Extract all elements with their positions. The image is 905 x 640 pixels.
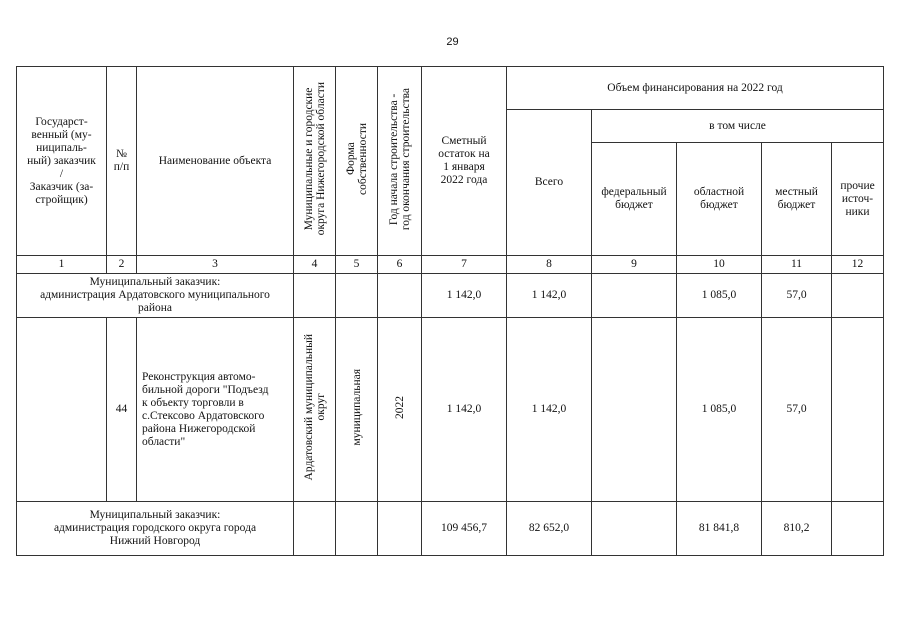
header-ownership-text: Форма собственности	[344, 123, 369, 195]
header-years	[378, 67, 422, 256]
total-cell: 1 142,0	[507, 274, 592, 318]
estimate-cell: 1 142,0	[422, 318, 507, 502]
ownership-text: муниципальная	[350, 369, 363, 446]
empty-cell	[378, 274, 422, 318]
header-including: в том числе	[592, 110, 884, 143]
customer-label: Муниципальный заказчик: администрация городского округа города Нижний Новгород	[17, 502, 294, 556]
estimate-cell: 109 456,7	[422, 502, 507, 556]
col-number: 4	[294, 256, 336, 274]
header-object-name: Наименование объекта	[137, 67, 294, 256]
header-ownership	[336, 67, 378, 256]
year-text: 2022	[393, 396, 406, 419]
year-cell	[378, 318, 422, 502]
header-other: прочие источ- ники	[832, 143, 884, 256]
header-estimate: Сметный остаток на 1 января 2022 года	[422, 67, 507, 256]
col-number: 11	[762, 256, 832, 274]
object-name: Реконструкция автомо- бильной дороги "Подъезд к объекту торговли в с.Стексово Ардатовского района Нижегородской области"	[137, 318, 294, 502]
local-cell: 57,0	[762, 318, 832, 502]
col-number: 9	[592, 256, 677, 274]
empty-cell	[336, 274, 378, 318]
empty-cell	[17, 318, 107, 502]
local-cell: 810,2	[762, 502, 832, 556]
regional-cell: 1 085,0	[677, 274, 762, 318]
federal-cell	[592, 318, 677, 502]
header-years-text: Год начала строительства - год окончания строительства	[387, 87, 412, 231]
item-number: 44	[107, 318, 137, 502]
col-number: 5	[336, 256, 378, 274]
regional-cell: 81 841,8	[677, 502, 762, 556]
federal-cell	[592, 274, 677, 318]
col-number: 7	[422, 256, 507, 274]
header-num: № п/п	[107, 67, 137, 256]
municipality-cell	[294, 318, 336, 502]
empty-cell	[378, 502, 422, 556]
local-cell: 57,0	[762, 274, 832, 318]
header-municipality-text: Муниципальные и городские округа Нижегородской области	[302, 82, 327, 236]
estimate-cell: 1 142,0	[422, 274, 507, 318]
col-number: 3	[137, 256, 294, 274]
col-number: 2	[107, 256, 137, 274]
header-federal: федеральный бюджет	[592, 143, 677, 256]
other-cell	[832, 318, 884, 502]
col-number: 12	[832, 256, 884, 274]
page-number: 29	[446, 36, 459, 48]
empty-cell	[294, 274, 336, 318]
col-number: 6	[378, 256, 422, 274]
table-row	[17, 502, 884, 556]
header-funding: Объем финансирования на 2022 год	[507, 67, 884, 110]
col-number: 1	[17, 256, 107, 274]
header-customer: Государст- венный (му- ниципаль- ный) заказчик / Заказчик (за- стройщик)	[17, 67, 107, 256]
total-cell: 1 142,0	[507, 318, 592, 502]
empty-cell	[294, 502, 336, 556]
total-cell: 82 652,0	[507, 502, 592, 556]
header-regional: областной бюджет	[677, 143, 762, 256]
customer-label: Муниципальный заказчик: администрация Ардатовского муниципального района	[17, 274, 294, 318]
header-total: Всего	[507, 110, 592, 256]
ownership-cell	[336, 318, 378, 502]
col-number: 10	[677, 256, 762, 274]
regional-cell: 1 085,0	[677, 318, 762, 502]
header-municipality	[294, 67, 336, 256]
other-cell	[832, 274, 884, 318]
table-row	[17, 274, 884, 318]
table-row	[17, 318, 884, 502]
financing-table	[16, 66, 884, 556]
other-cell	[832, 502, 884, 556]
municipality-text: Ардатовский муниципальный округ	[302, 334, 327, 481]
federal-cell	[592, 502, 677, 556]
col-number: 8	[507, 256, 592, 274]
empty-cell	[336, 502, 378, 556]
header-local: местный бюджет	[762, 143, 832, 256]
